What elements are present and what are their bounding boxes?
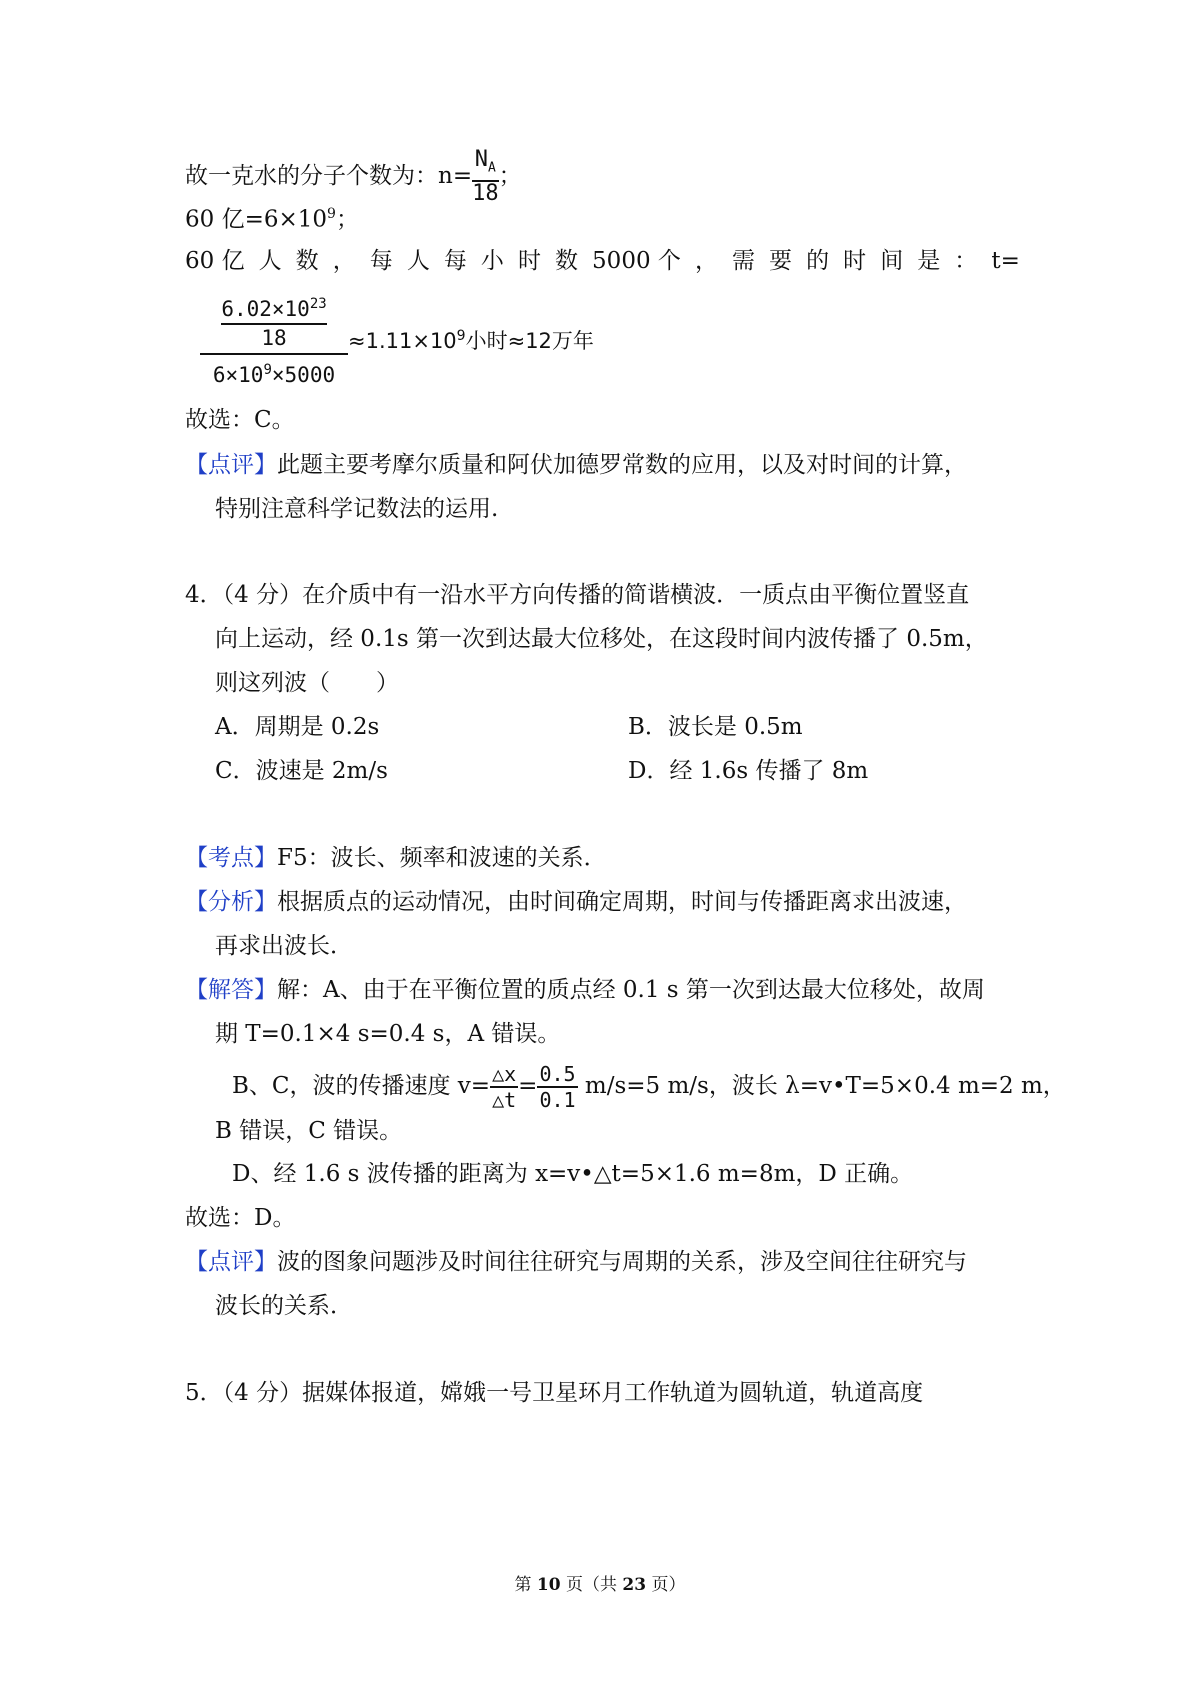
q4-jieda-e: D、经 1.6 s 波传播的距离为 x=v•△t=5×1.6 m=8m，D 正确。 <box>232 1161 914 1187</box>
fraction-dx-dt: $\frac{\triangle x}{\triangle t}$ <box>492 1062 517 1112</box>
spread-word: t= <box>991 248 1020 274</box>
fraction-na-18: $\frac{N_A}{18}$ <box>472 147 499 207</box>
comment-tag: 【点评】 <box>185 452 277 478</box>
fenxi-tag: 【分析】 <box>185 889 277 915</box>
top-fraction: $\frac{6.02\times 10^{23}}{18}$ <box>217 290 330 351</box>
page-footer: 第 10 页（共 23 页） <box>514 1575 686 1595</box>
jieda-tag: 【解答】 <box>185 977 277 1003</box>
q4-stem-a: 4．（4 分）在介质中有一沿水平方向传播的简谐横波．一质点由平衡位置竖直 <box>185 582 970 608</box>
spread-word: 时 <box>843 248 867 274</box>
spread-word: 数 <box>295 248 319 274</box>
q4-option-b: B．波长是 0.5m <box>628 714 803 740</box>
q4-fenxi-a: 【分析】根据质点的运动情况，由时间确定周期，时间与传播距离求出波速， <box>185 889 967 915</box>
dianping-tag: 【点评】 <box>185 1249 277 1275</box>
spread-word: 小 <box>480 248 504 274</box>
q4-kaodian: 【考点】F5：波长、频率和波速的关系． <box>185 845 607 871</box>
water-molecule-count-line <box>185 148 522 206</box>
spread-word: 60 亿 <box>185 248 245 274</box>
time-needed-line <box>185 246 1020 276</box>
population-line: 60 亿$=6\times 10^9$； <box>185 206 359 233</box>
spread-word: 每 <box>443 248 467 274</box>
spread-word: 数 <box>555 248 578 274</box>
kaodian-tag: 【考点】 <box>185 845 277 871</box>
equation-result: $\approx 1.11\times 10^9$小时≈12万年 <box>348 328 594 353</box>
spread-word: ， <box>694 248 718 274</box>
spread-word: 间 <box>880 248 904 274</box>
comment-1-line-b: 特别注意科学记数法的运用. <box>215 496 499 522</box>
comment-1-line-a: 【点评】此题主要考摩尔质量和阿伏加德罗常数的应用，以及对时间的计算， <box>185 452 967 478</box>
q5-stem-a: 5．（4 分）据媒体报道，嫦娥一号卫星环月工作轨道为圆轨道，轨道高度 <box>185 1380 924 1406</box>
spread-word: ， <box>332 248 356 274</box>
text: 故一克水的分子个数为：n= <box>185 163 473 190</box>
spread-word: 是 <box>917 248 941 274</box>
time-equation <box>200 290 594 390</box>
spread-word: 人 <box>258 248 282 274</box>
q4-jieda-b: 期 T=0.1×4 s=0.4 s，A 错误。 <box>215 1021 561 1047</box>
spread-word: 的 <box>806 248 830 274</box>
text: ； <box>498 163 522 190</box>
q4-jieda-c: B、C，波的传播速度 v= $\frac{\triangle x}{\triangle t}$ = $\frac{0.5}{0.1}$ m/s=5 m/s，波长 λ=v•T=5×0.4 m=2 m， <box>232 1062 1066 1112</box>
spread-word: 人 <box>406 248 430 274</box>
q4-jieda-a: 【解答】解：A、由于在平衡位置的质点经 0.1 s 第一次到达最大位移处，故周 <box>185 977 985 1003</box>
answer-c-line: 故选：C。 <box>185 407 295 433</box>
current-page-number: 10 <box>536 1575 561 1595</box>
q4-option-c: C．波速是 2m/s <box>215 758 388 784</box>
q4-option-a: A．周期是 0.2s <box>215 714 380 740</box>
spread-word: 每 <box>369 248 393 274</box>
q4-dianping-a: 【点评】波的图象问题涉及时间往往研究与周期的关系，涉及空间往往研究与 <box>185 1249 967 1275</box>
spread-word: 要 <box>769 248 793 274</box>
spread-word: 5000 个 <box>592 248 681 274</box>
spread-word: ： <box>954 248 978 274</box>
spread-word: 需 <box>732 248 755 274</box>
q4-jieda-d: B 错误，C 错误。 <box>215 1118 403 1144</box>
compound-fraction: $\frac{\frac{6.02\times 10^{23}}{18}}{6\times 10^9\times 5000}$ <box>200 290 348 390</box>
q4-option-d: D．经 1.6s 传播了 8m <box>628 758 869 784</box>
q4-answer: 故选：D。 <box>185 1205 296 1231</box>
q4-dianping-b: 波长的关系． <box>215 1293 353 1319</box>
q4-stem-b: 向上运动，经 0.1s 第一次到达最大位移处，在这段时间内波传播了 0.5m， <box>215 626 988 652</box>
q4-stem-c: 则这列波（ ） <box>215 670 399 696</box>
total-page-count: 23 <box>622 1575 647 1595</box>
fraction-05-01: $\frac{0.5}{0.1}$ <box>539 1062 576 1112</box>
spread-word: 时 <box>517 248 541 274</box>
q4-fenxi-b: 再求出波长． <box>215 933 353 959</box>
